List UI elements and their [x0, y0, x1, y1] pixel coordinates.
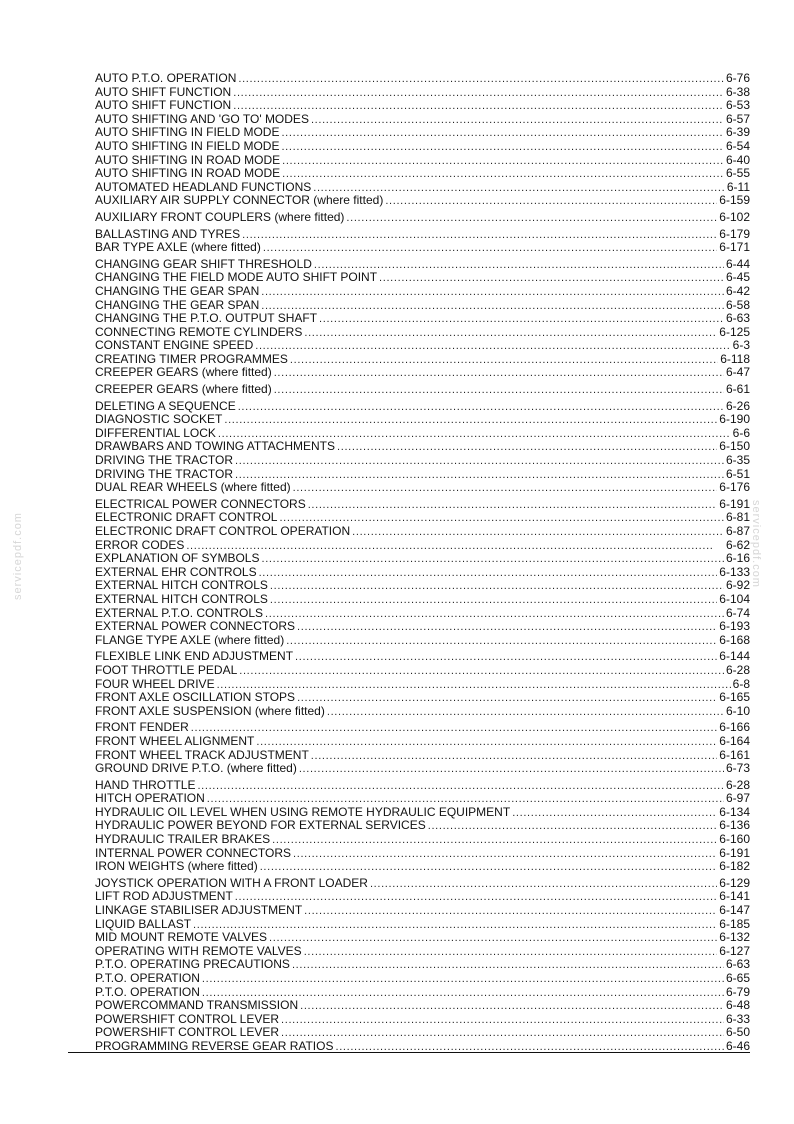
index-leader-dots: [193, 919, 717, 933]
index-leader-dots: [233, 87, 724, 101]
index-entry: [95, 140, 750, 154]
index-entry-page: 6-161: [719, 747, 750, 762]
index-entry-title: INTERNAL POWER CONNECTORS: [95, 845, 292, 860]
index-entry: [95, 468, 750, 482]
index-leader-dots: [235, 891, 718, 905]
index-entry-page: 6-58: [725, 297, 750, 312]
index-entry-page: 6-54: [725, 138, 750, 153]
index-entry-page: 6-129: [719, 875, 750, 890]
index-entry: [95, 353, 750, 367]
index-entry-title: CONSTANT ENGINE SPEED: [95, 338, 254, 353]
index-entry-title: FOOT THROTTLE PEDAL: [95, 662, 238, 677]
index-entry-title: AUTO SHIFT FUNCTION: [95, 84, 232, 99]
index-leader-dots: [238, 73, 724, 87]
index-entry-page: 6-81: [725, 510, 750, 525]
index-entry: [95, 620, 750, 634]
index-entry-title: ERROR CODES: [95, 537, 185, 552]
index-leader-dots: [428, 820, 718, 834]
index-entry-title: DRAWBARS AND TOWING ATTACHMENTS: [95, 439, 336, 454]
index-entry-page: 6-16: [725, 551, 750, 566]
index-entry: [95, 113, 750, 127]
index-entry: [95, 904, 750, 918]
index-entry-title: ELECTRICAL POWER CONNECTORS: [95, 496, 306, 511]
index-entry-page: 6-50: [725, 1025, 750, 1040]
index-entry-page: 6-42: [725, 283, 750, 298]
index-leader-dots: [281, 127, 724, 141]
index-entry-page: 6-171: [719, 240, 750, 255]
index-entry-title: BALLASTING AND TYRES: [95, 226, 241, 241]
index-leader-dots: [274, 367, 724, 381]
index-leader-dots: [327, 706, 724, 720]
index-entry-page: 6-191: [719, 496, 750, 511]
index-entry-title: AUTO SHIFT FUNCTION: [95, 98, 232, 113]
index-leader-dots: [270, 594, 717, 608]
index-entry-page: 6-92: [725, 578, 750, 593]
index-entry: [95, 181, 750, 195]
index-entry: [95, 154, 750, 168]
index-leader-dots: [311, 750, 718, 764]
index-entry-title: FOUR WHEEL DRIVE: [95, 676, 215, 691]
index-leader-dots: [337, 441, 717, 455]
index-entry-title: P.T.O. OPERATING PRECAUTIONS: [95, 957, 290, 972]
index-entry: [95, 806, 750, 820]
index-entry: [95, 860, 750, 874]
index-entry-title: CHANGING THE FIELD MODE AUTO SHIFT POINT: [95, 270, 378, 285]
index-entry: [95, 833, 750, 847]
index-entry-title: CHANGING THE GEAR SPAN: [95, 283, 260, 298]
index-entry-page: 6-76: [725, 71, 750, 85]
index-leader-dots: [269, 932, 717, 946]
index-entry: [95, 400, 750, 414]
index-entry: [95, 972, 750, 986]
index-entry-title: FLANGE TYPE AXLE (where fitted): [95, 632, 285, 647]
index-leader-dots: [297, 692, 717, 706]
index-entry: [95, 454, 750, 468]
index-entry: [95, 607, 750, 621]
index-entry: [95, 634, 750, 648]
index-leader-dots: [293, 848, 717, 862]
index-leader-dots: [235, 469, 724, 483]
index-entry-title: POWERSHIFT CONTROL LEVER: [95, 1025, 280, 1040]
index-leader-dots: [352, 526, 724, 540]
index-entry-page: 6-191: [719, 845, 750, 860]
index-entry-title: P.T.O. OPERATION: [95, 971, 200, 985]
index-entry-title: FRONT AXLE OSCILLATION STOPS: [95, 690, 296, 705]
index-entry: [95, 819, 750, 833]
index-entry: [95, 167, 750, 181]
index-entry-page: 6-144: [719, 649, 750, 664]
index-entry-page: 6-3: [732, 338, 750, 353]
index-entry: [95, 877, 750, 891]
bottom-rule: [68, 1052, 750, 1053]
index-entry: [95, 749, 750, 763]
index-entry-page: 6-133: [719, 564, 750, 579]
index-entry-page: 6-53: [725, 98, 750, 113]
index-entry-page: 6-11: [726, 179, 750, 194]
index-leader-dots: [304, 327, 717, 341]
index-entry-page: 6-48: [725, 998, 750, 1013]
watermark-right: servicepdf.com: [750, 500, 762, 588]
index-entry: [95, 721, 750, 735]
index-entry-title: FRONT FENDER: [95, 720, 189, 735]
index-entry-page: 6-55: [725, 166, 750, 181]
index-entry: [95, 511, 750, 525]
index-entry-title: EXTERNAL HITCH CONTROLS: [95, 578, 268, 593]
index-entry-page: 6-57: [725, 111, 750, 126]
index-entry: [95, 271, 750, 285]
index-entry-title: HYDRAULIC OIL LEVEL WHEN USING REMOTE HYDRAULIC EQUIPMENT: [95, 804, 511, 819]
index-entry: [95, 481, 750, 495]
index-entry: [95, 999, 750, 1013]
index-leader-dots: [224, 414, 717, 428]
index-entry-page: 6-141: [719, 889, 750, 904]
index-entry-title: ELECTRONIC DRAFT CONTROL OPERATION: [95, 524, 351, 538]
index-entry-title: GROUND DRIVE P.T.O. (where fitted): [95, 761, 297, 776]
index-leader-dots: [197, 780, 724, 794]
index-entry: [95, 890, 750, 904]
index-entry-page: 6-39: [725, 125, 750, 140]
index-entry-title: DRIVING THE TRACTOR: [95, 466, 234, 481]
index-entry-title: AUXILIARY FRONT COUPLERS (where fitted): [95, 209, 345, 224]
index-entry-title: DRIVING THE TRACTOR: [95, 453, 234, 468]
index-entry: [95, 413, 750, 427]
index-leader-dots: [261, 300, 724, 314]
index-entry: [95, 440, 750, 454]
index-entry-title: AUTO SHIFTING IN ROAD MODE: [95, 152, 281, 167]
index-leader-dots: [295, 651, 717, 665]
index-entry: [95, 525, 750, 539]
index-leader-dots: [311, 114, 724, 128]
index-entry-page: 6-65: [725, 971, 750, 985]
index-entry-title: MID MOUNT REMOTE VALVES: [95, 930, 268, 945]
index-entry: [95, 945, 750, 959]
index-entry: [95, 539, 750, 553]
index-entry-title: AUTOMATED HEADLAND FUNCTIONS: [95, 179, 312, 194]
index-entry-title: HYDRAULIC POWER BEYOND FOR EXTERNAL SERVICES: [95, 818, 426, 833]
index-entry-title: AUTO P.T.O. OPERATION: [95, 71, 237, 85]
index-entry-title: PROGRAMMING REVERSE GEAR RATIOS: [95, 1038, 334, 1053]
index-entry-page: 6-33: [725, 1011, 750, 1026]
index-entry-page: 6-104: [719, 591, 750, 606]
index-entry-title: CREEPER GEARS (where fitted): [95, 382, 272, 397]
index-leader-dots: [281, 1014, 724, 1028]
index-entry-page: 6-51: [725, 466, 750, 481]
index-entry-page: 6-61: [725, 382, 750, 397]
index-leader-dots: [255, 340, 730, 354]
index-entry-title: FRONT AXLE SUSPENSION (where fitted): [95, 703, 325, 718]
index-entry: [95, 339, 750, 353]
index-entry-title: HYDRAULIC TRAILER BRAKES: [95, 832, 271, 847]
index-entry-page: 6-6: [732, 425, 750, 440]
index-leader-dots: [282, 168, 724, 182]
index-entry-title: CHANGING THE GEAR SPAN: [95, 297, 260, 312]
index-leader-dots: [261, 553, 723, 567]
index-entry-page: 6-179: [719, 226, 750, 241]
index-entry-page: 6-28: [725, 662, 750, 677]
index-entry-page: 6-132: [719, 930, 750, 945]
index-leader-dots: [292, 959, 724, 973]
index-leader-dots: [186, 540, 724, 554]
index-entry-page: 6-164: [719, 733, 750, 748]
index-leader-dots: [259, 567, 718, 581]
index-entry-page: 6-136: [719, 818, 750, 833]
index-entry-page: 6-47: [725, 365, 750, 380]
index-entry: [95, 299, 750, 313]
index-entry-title: AUTO SHIFTING IN FIELD MODE: [95, 138, 280, 153]
index-entry-title: DELETING A SEQUENCE: [95, 398, 236, 413]
index-entry-page: 6-87: [725, 524, 750, 538]
index-leader-dots: [242, 229, 717, 243]
index-entry: [95, 241, 750, 255]
index-entry-page: 6-134: [719, 804, 750, 819]
index-entry: [95, 1026, 750, 1040]
index-leader-dots: [297, 621, 717, 635]
index-entry-title: LIQUID BALLAST: [95, 916, 192, 931]
index-entry: [95, 650, 750, 664]
index-entry: [95, 566, 750, 580]
index-entry-title: ELECTRONIC DRAFT CONTROL: [95, 510, 278, 525]
index-leader-dots: [281, 141, 724, 155]
index-leader-dots: [265, 608, 724, 622]
index-entry: [95, 593, 750, 607]
index-entry-title: POWERCOMMAND TRANSMISSION: [95, 998, 299, 1013]
index-entry-title: FRONT WHEEL ALIGNMENT: [95, 733, 255, 748]
index-leader-dots: [270, 580, 724, 594]
index-entry-page: 6-63: [725, 311, 750, 326]
index-leader-dots: [239, 665, 724, 679]
index-leader-dots: [299, 763, 724, 777]
watermark-left: servicepdf.com: [12, 512, 24, 600]
index-entry: [95, 779, 750, 793]
index-entry: [95, 312, 750, 326]
index-leader-dots: [346, 212, 717, 226]
index-entry: [95, 705, 750, 719]
index-entry-page: 6-168: [719, 632, 750, 647]
index-leader-dots: [512, 807, 717, 821]
index-leader-dots: [308, 499, 718, 513]
index-entry-page: 6-97: [725, 791, 750, 806]
index-entry: [95, 678, 750, 692]
index-leader-dots: [379, 272, 724, 286]
index-leader-dots: [304, 905, 717, 919]
index-entry-page: 6-190: [719, 412, 750, 427]
index-entry-page: 6-26: [725, 398, 750, 413]
index-entry: [95, 126, 750, 140]
index-entry-page: 6-8: [732, 676, 750, 691]
index-list: [95, 72, 750, 1054]
index-entry: [95, 847, 750, 861]
index-entry-page: 6-159: [719, 193, 750, 208]
index-entry: [95, 228, 750, 242]
index-entry-page: 6-150: [719, 439, 750, 454]
index-entry: [95, 86, 750, 100]
index-entry: [95, 664, 750, 678]
index-leader-dots: [263, 242, 717, 256]
index-entry-title: OPERATING WITH REMOTE VALVES: [95, 943, 302, 958]
index-entry-page: 6-147: [719, 903, 750, 918]
index-entry-page: 6-118: [720, 351, 750, 366]
index-entry-title: LINKAGE STABILISER ADJUSTMENT: [95, 903, 303, 918]
index-entry-page: 6-63: [725, 957, 750, 972]
index-entry-title: AUTO SHIFTING IN ROAD MODE: [95, 166, 281, 181]
index-entry-page: 6-45: [725, 270, 750, 285]
index-entry-page: 6-28: [725, 777, 750, 792]
index-entry-page: 6-10: [725, 703, 750, 718]
index-entry-title: AUXILIARY AIR SUPPLY CONNECTOR (where fitted): [95, 193, 384, 208]
index-entry-title: CREATING TIMER PROGRAMMES: [95, 351, 288, 366]
index-entry: [95, 427, 750, 441]
index-entry: [95, 211, 750, 225]
index-entry-page: 6-73: [725, 761, 750, 776]
index-entry-page: 6-185: [719, 916, 750, 931]
index-entry: [95, 918, 750, 932]
index-leader-dots: [290, 354, 718, 368]
index-leader-dots: [256, 736, 717, 750]
index-entry: [95, 762, 750, 776]
index-entry-title: EXTERNAL HITCH CONTROLS: [95, 591, 268, 606]
index-entry-title: DIAGNOSTIC SOCKET: [95, 412, 223, 427]
index-entry-page: 6-46: [725, 1038, 750, 1053]
index-entry: [95, 285, 750, 299]
index-entry-title: EXTERNAL P.T.O. CONTROLS: [95, 605, 264, 620]
index-entry-title: IRON WEIGHTS (where fitted): [95, 859, 258, 874]
index-entry-page: 6-79: [725, 984, 750, 999]
index-entry-title: BAR TYPE AXLE (where fitted): [95, 240, 261, 255]
index-entry-title: EXTERNAL POWER CONNECTORS: [95, 619, 296, 634]
index-entry-page: 6-35: [725, 453, 750, 468]
index-entry: [95, 552, 750, 566]
index-entry: [95, 326, 750, 340]
index-entry-title: HAND THROTTLE: [95, 777, 196, 792]
index-leader-dots: [370, 878, 717, 892]
index-entry-title: JOYSTICK OPERATION WITH A FRONT LOADER: [95, 875, 368, 890]
index-leader-dots: [272, 834, 717, 848]
index-entry: [95, 958, 750, 972]
index-entry-title: HITCH OPERATION: [95, 791, 205, 806]
index-entry-title: AUTO SHIFTING IN FIELD MODE: [95, 125, 280, 140]
index-entry-title: DUAL REAR WHEELS (where fitted): [95, 480, 291, 495]
index-entry-title: LIFT ROD ADJUSTMENT: [95, 889, 233, 904]
index-leader-dots: [282, 155, 724, 169]
index-entry-page: 6-176: [719, 480, 750, 495]
index-entry-title: EXTERNAL EHR CONTROLS: [95, 564, 257, 579]
index-entry-title: CREEPER GEARS (where fitted): [95, 365, 272, 380]
index-entry-page: 6-127: [719, 943, 750, 958]
index-entry-title: FLEXIBLE LINK END ADJUSTMENT: [95, 649, 294, 664]
index-entry-page: 6-165: [719, 690, 750, 705]
index-entry-title: POWERSHIFT CONTROL LEVER: [95, 1011, 280, 1026]
index-leader-dots: [202, 973, 724, 987]
index-entry-page: 6-193: [719, 619, 750, 634]
index-entry: [95, 383, 750, 397]
index-entry: [95, 986, 750, 1000]
index-leader-dots: [235, 455, 724, 469]
index-entry-page: 6-74: [725, 605, 750, 620]
index-leader-dots: [281, 1027, 724, 1041]
index-entry-page: 6-44: [725, 256, 750, 271]
index-leader-dots: [274, 384, 724, 398]
index-entry: [95, 1013, 750, 1027]
index-leader-dots: [260, 861, 718, 875]
index-entry-title: P.T.O. OPERATION: [95, 984, 200, 999]
index-entry: [95, 931, 750, 945]
index-leader-dots: [286, 635, 717, 649]
index-entry-page: 6-62: [725, 537, 750, 552]
index-entry-page: 6-160: [719, 832, 750, 847]
index-entry-title: FRONT WHEEL TRACK ADJUSTMENT: [95, 747, 309, 762]
index-entry-title: CONNECTING REMOTE CYLINDERS: [95, 324, 303, 339]
index-leader-dots: [293, 482, 718, 496]
index-entry-title: AUTO SHIFTING AND 'GO TO' MODES: [95, 111, 309, 126]
index-leader-dots: [319, 313, 724, 327]
index-entry: [95, 194, 750, 208]
index-entry: [95, 735, 750, 749]
index-entry: [95, 579, 750, 593]
index-entry-page: 6-166: [719, 720, 750, 735]
index-entry-title: EXPLANATION OF SYMBOLS: [95, 551, 260, 566]
index-leader-dots: [238, 401, 724, 415]
index-entry: [95, 792, 750, 806]
index-entry-page: 6-40: [725, 152, 750, 167]
index-leader-dots: [191, 722, 718, 736]
index-entry-page: 6-38: [725, 84, 750, 99]
index-entry-page: 6-125: [719, 324, 750, 339]
index-leader-dots: [385, 195, 717, 209]
index-entry: [95, 691, 750, 705]
index-entry: [95, 258, 750, 272]
index-entry-page: 6-182: [719, 859, 750, 874]
index-entry: [95, 72, 750, 86]
index-entry-page: 6-102: [719, 209, 750, 224]
index-entry-title: DIFFERENTIAL LOCK: [95, 425, 216, 440]
index-entry: [95, 366, 750, 380]
index-entry: [95, 99, 750, 113]
index-entry-title: CHANGING THE P.T.O. OUTPUT SHAFT: [95, 311, 318, 326]
index-leader-dots: [300, 1000, 724, 1014]
index-entry: [95, 498, 750, 512]
index-leader-dots: [261, 286, 724, 300]
index-leader-dots: [304, 946, 718, 960]
index-entry-title: CHANGING GEAR SHIFT THRESHOLD: [95, 256, 312, 271]
